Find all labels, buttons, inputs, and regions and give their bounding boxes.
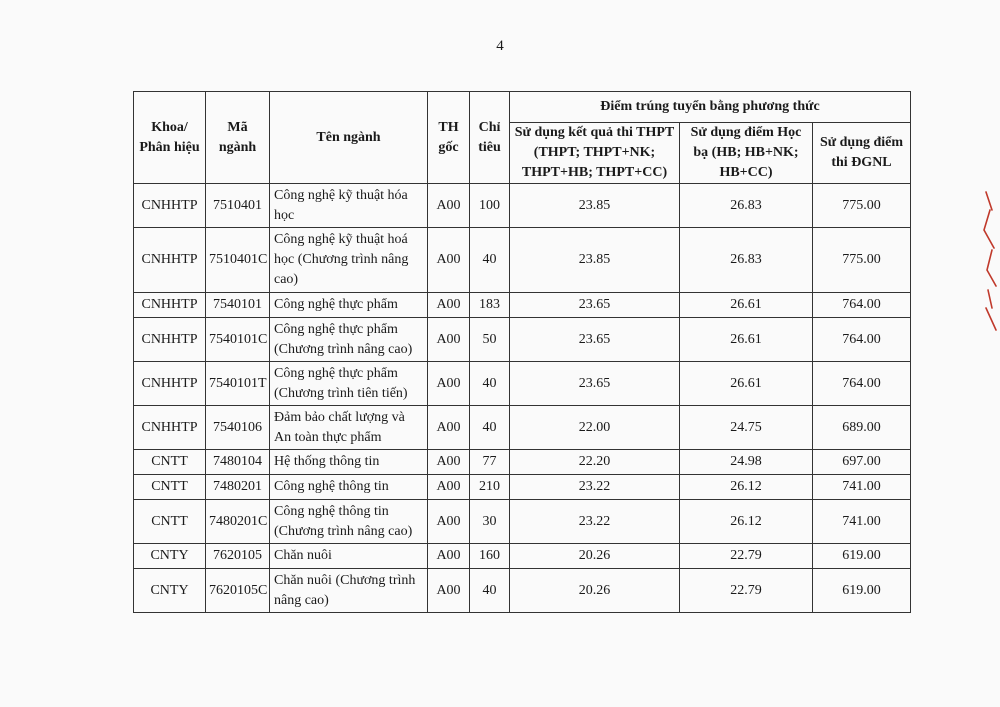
cell-thpt-score: 20.26 [510,544,680,569]
cell-faculty: CNHHTP [134,228,206,293]
table-row [134,293,911,318]
cell-major-name: Công nghệ thực phẩm (Chương trình tiên tiến) [270,362,428,406]
cell-major-name: Công nghệ kỹ thuật hoá học (Chương trình nâng cao) [270,228,428,293]
cell-quota: 77 [470,450,510,475]
header-faculty: Khoa/ Phân hiệu [134,92,206,184]
cell-faculty: CNTY [134,569,206,613]
cell-thpt-score: 20.26 [510,569,680,613]
cell-hocba-score: 26.61 [680,293,813,318]
cell-th-goc: A00 [428,500,470,544]
cell-th-goc: A00 [428,184,470,228]
header-major-code: Mã ngành [206,92,270,184]
cell-faculty: CNHHTP [134,184,206,228]
header-quota: Chỉ tiêu [470,92,510,184]
cell-quota: 100 [470,184,510,228]
cell-dgnl-score: 741.00 [813,500,911,544]
cell-dgnl-score: 619.00 [813,544,911,569]
cell-hocba-score: 26.83 [680,184,813,228]
cell-dgnl-score: 619.00 [813,569,911,613]
header-thpt-score: Sử dụng kết quả thi THPT (THPT; THPT+NK; THPT+HB; THPT+CC) [510,123,680,184]
cell-thpt-score: 23.65 [510,318,680,362]
cell-quota: 40 [470,362,510,406]
cell-hocba-score: 24.98 [680,450,813,475]
cell-th-goc: A00 [428,544,470,569]
cell-dgnl-score: 764.00 [813,362,911,406]
table-row [134,318,911,362]
cell-major-code: 7540101C [206,318,270,362]
table-body [134,184,911,613]
cell-major-code: 7480104 [206,450,270,475]
cell-thpt-score: 23.65 [510,362,680,406]
cell-th-goc: A00 [428,293,470,318]
table-row [134,228,911,293]
cell-major-name: Đảm bảo chất lượng và An toàn thực phẩm [270,406,428,450]
cell-dgnl-score: 775.00 [813,228,911,293]
cell-major-code: 7510401C [206,228,270,293]
cell-major-code: 7620105 [206,544,270,569]
cell-major-code: 7480201C [206,500,270,544]
table-row [134,184,911,228]
table-row [134,544,911,569]
cell-major-code: 7540101 [206,293,270,318]
cell-th-goc: A00 [428,475,470,500]
cell-thpt-score: 23.85 [510,228,680,293]
cell-dgnl-score: 775.00 [813,184,911,228]
cell-faculty: CNTT [134,475,206,500]
cell-major-name: Công nghệ thực phẩm [270,293,428,318]
cell-thpt-score: 23.85 [510,184,680,228]
table-row [134,362,911,406]
cell-quota: 40 [470,569,510,613]
cell-quota: 40 [470,228,510,293]
cell-major-code: 7510401 [206,184,270,228]
cell-hocba-score: 26.61 [680,362,813,406]
cell-faculty: CNHHTP [134,318,206,362]
cell-th-goc: A00 [428,318,470,362]
admission-scores-table [133,91,911,613]
table-row [134,569,911,613]
cell-thpt-score: 22.20 [510,450,680,475]
cell-quota: 30 [470,500,510,544]
cell-major-name: Hệ thống thông tin [270,450,428,475]
cell-major-name: Công nghệ kỹ thuật hóa học [270,184,428,228]
header-dgnl-score: Sử dụng điểm thi ĐGNL [813,123,911,184]
cell-th-goc: A00 [428,362,470,406]
cell-faculty: CNHHTP [134,406,206,450]
cell-major-name: Chăn nuôi (Chương trình nâng cao) [270,569,428,613]
cell-major-code: 7480201 [206,475,270,500]
cell-faculty: CNHHTP [134,293,206,318]
cell-major-code: 7540106 [206,406,270,450]
cell-quota: 183 [470,293,510,318]
cell-quota: 40 [470,406,510,450]
cell-dgnl-score: 764.00 [813,293,911,318]
cell-th-goc: A00 [428,450,470,475]
cell-major-code: 7540101T [206,362,270,406]
cell-thpt-score: 23.65 [510,293,680,318]
cell-faculty: CNTT [134,450,206,475]
table-row [134,500,911,544]
cell-faculty: CNTY [134,544,206,569]
cell-major-name: Công nghệ thông tin (Chương trình nâng cao) [270,500,428,544]
cell-hocba-score: 26.12 [680,500,813,544]
cell-hocba-score: 22.79 [680,544,813,569]
page-number: 4 [496,38,504,54]
cell-faculty: CNHHTP [134,362,206,406]
cell-hocba-score: 26.12 [680,475,813,500]
header-th-goc: TH gốc [428,92,470,184]
header-hocba-score: Sử dụng điểm Học bạ (HB; HB+NK; HB+CC) [680,123,813,184]
cell-thpt-score: 23.22 [510,500,680,544]
cell-major-code: 7620105C [206,569,270,613]
cell-hocba-score: 26.61 [680,318,813,362]
cell-th-goc: A00 [428,406,470,450]
header-score-group: Điểm trúng tuyển bằng phương thức [510,92,911,123]
cell-faculty: CNTT [134,500,206,544]
cell-quota: 50 [470,318,510,362]
cell-quota: 210 [470,475,510,500]
cell-hocba-score: 24.75 [680,406,813,450]
cell-major-name: Công nghệ thực phẩm (Chương trình nâng cao) [270,318,428,362]
cell-dgnl-score: 764.00 [813,318,911,362]
handwritten-signature-mark [978,190,1000,340]
cell-major-name: Công nghệ thông tin [270,475,428,500]
header-major-name: Tên ngành [270,92,428,184]
cell-thpt-score: 23.22 [510,475,680,500]
cell-dgnl-score: 741.00 [813,475,911,500]
cell-hocba-score: 26.83 [680,228,813,293]
table-row [134,475,911,500]
cell-thpt-score: 22.00 [510,406,680,450]
cell-dgnl-score: 689.00 [813,406,911,450]
cell-hocba-score: 22.79 [680,569,813,613]
cell-th-goc: A00 [428,228,470,293]
table-row [134,406,911,450]
cell-quota: 160 [470,544,510,569]
cell-major-name: Chăn nuôi [270,544,428,569]
cell-th-goc: A00 [428,569,470,613]
table-row [134,450,911,475]
cell-dgnl-score: 697.00 [813,450,911,475]
